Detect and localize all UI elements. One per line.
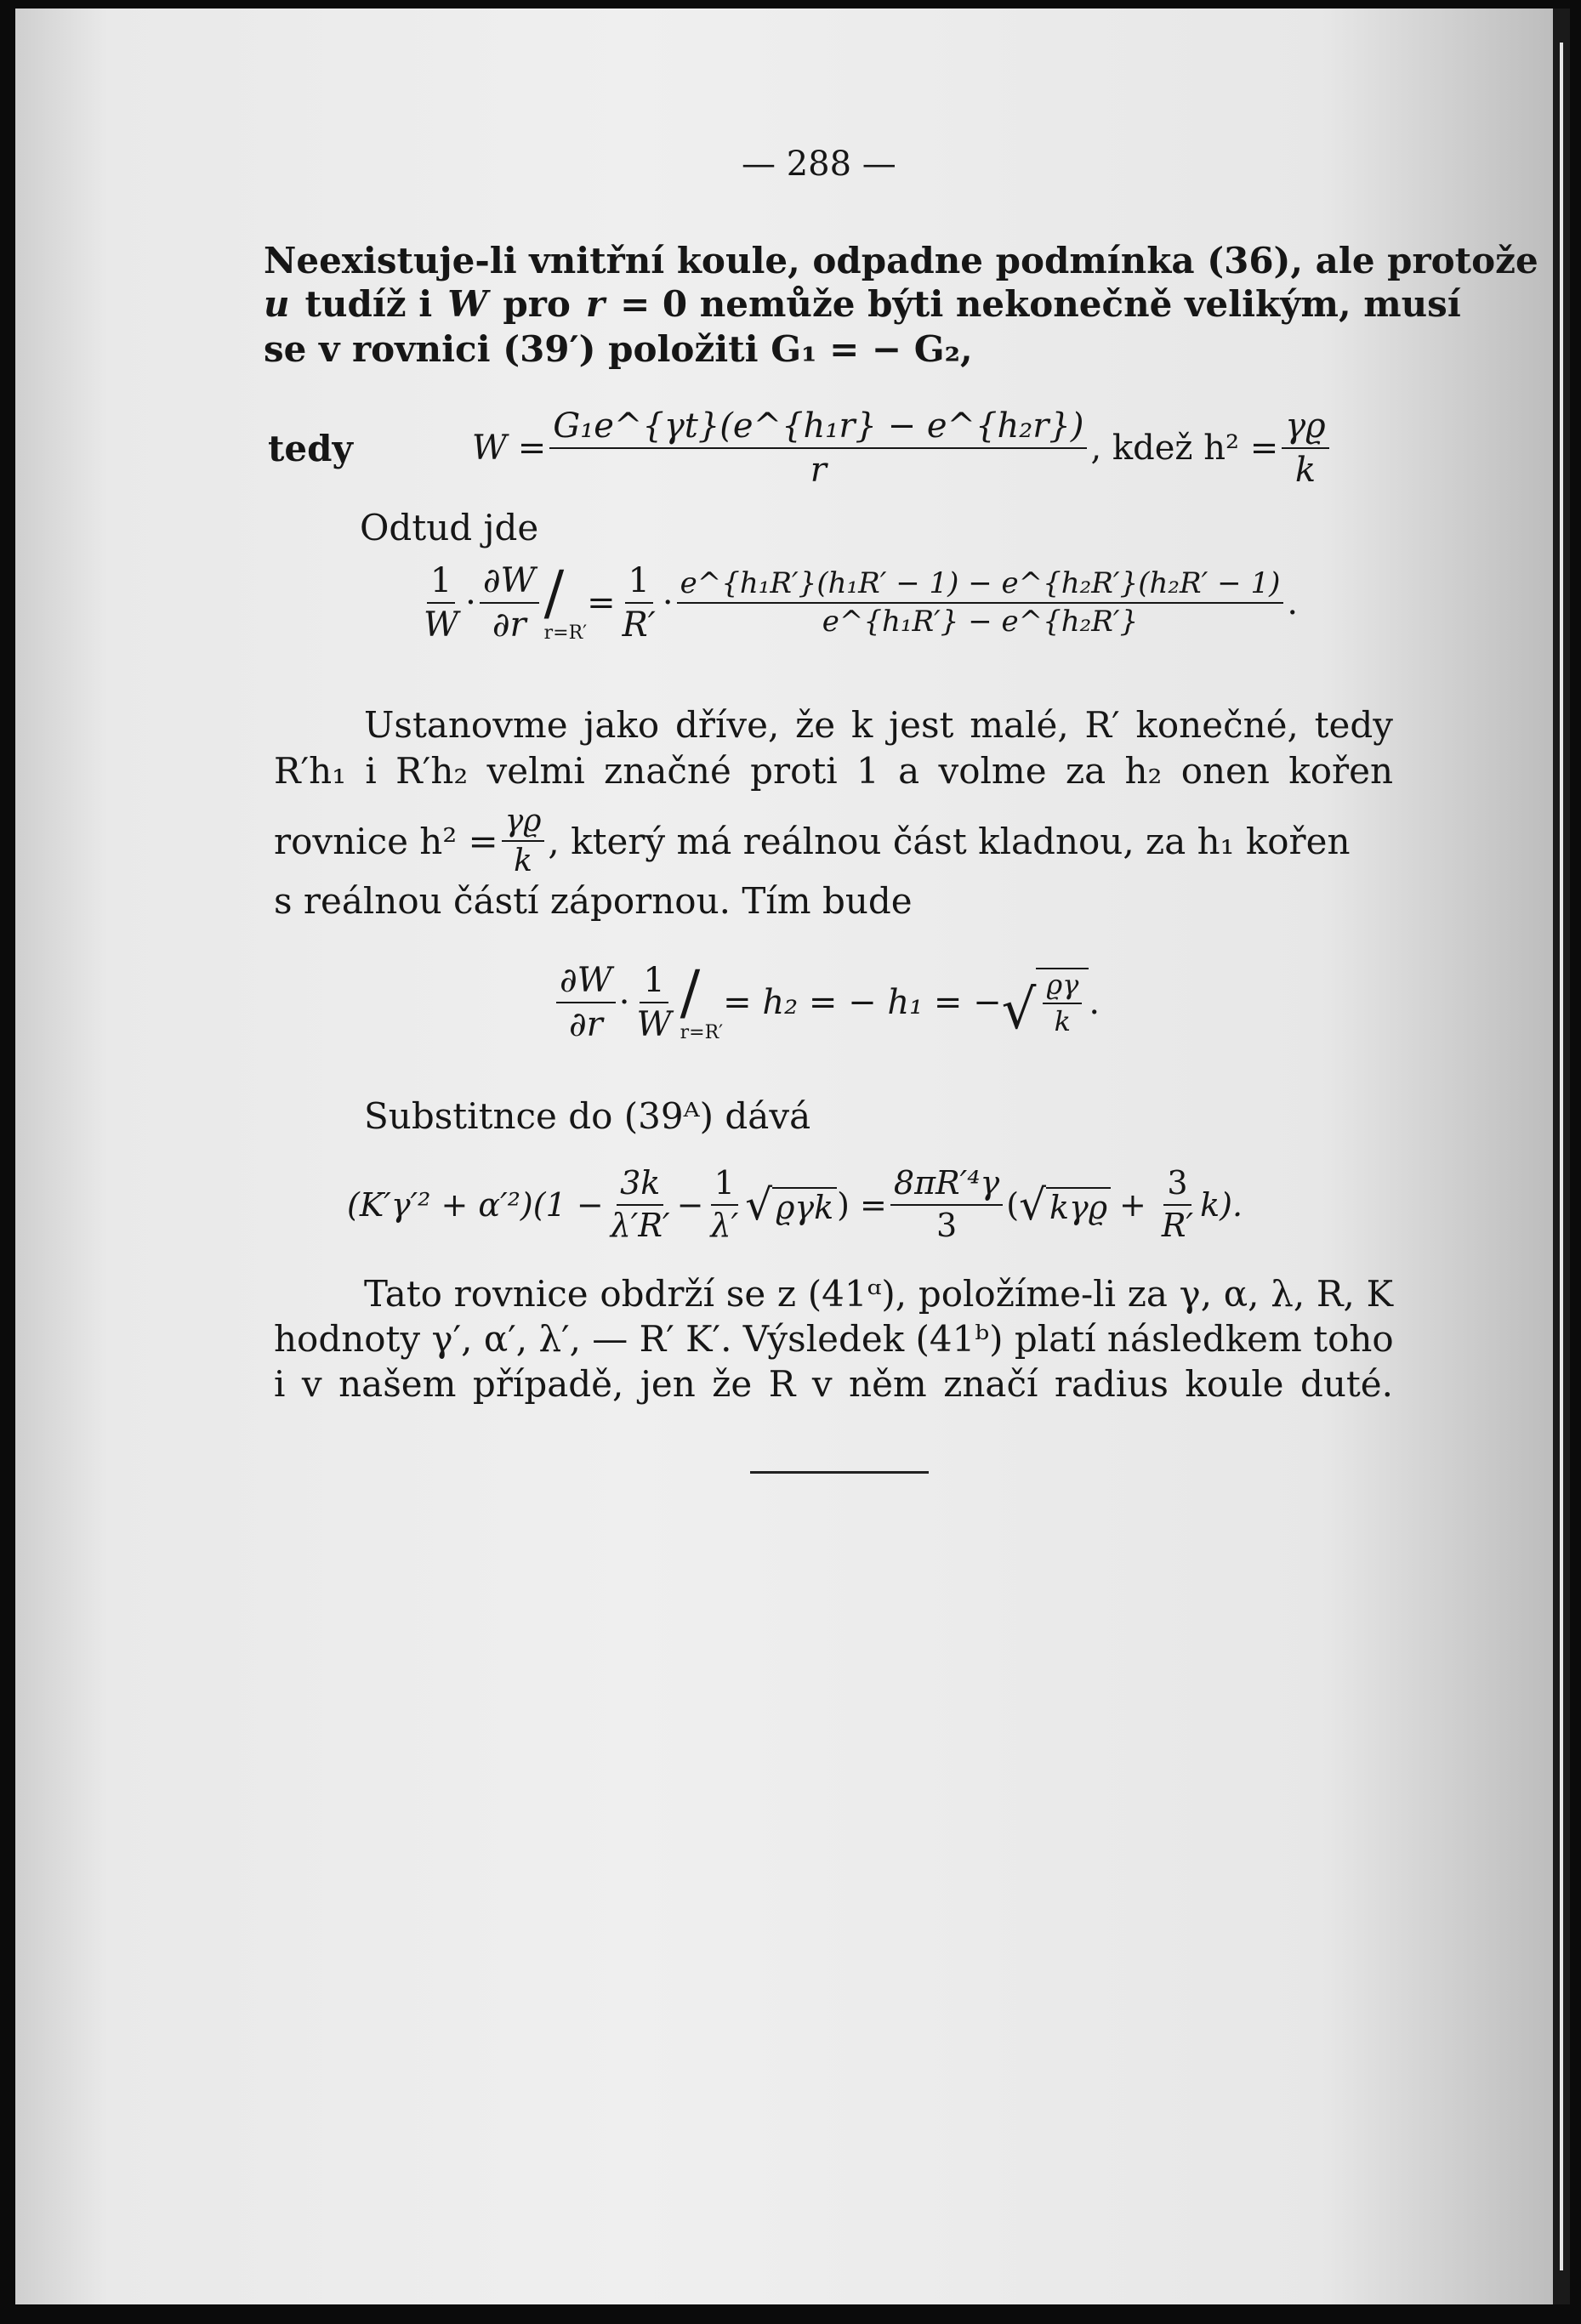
equation-derivative-W: $\frac{1}{W}$ · $\frac{\partial W}{\partial r}$ / r=R′ = $\frac{1}{R'}$ · $\frac{\text{e\textasciicircum{}\{h₁R′\}(h₁R′ − 1) − e\textasciicircum{}\{h₂R′\}(h₂R′ − 1)}}{\text{e\textasciicircum{}\{h₁R′\} − e\textasciicircum{}\{h₂R′\}}}$ . <box>417 561 1298 645</box>
eq3-sqrt: √ $\frac{ϱ\gamma}{k}$ <box>1002 968 1089 1037</box>
eq4-f3-den: 3 <box>936 1206 958 1244</box>
eq3-condition: r=R′ <box>680 1021 724 1043</box>
eq2-evaluation-bar: / r=R′ <box>543 557 588 644</box>
para1-line2 <box>264 283 1461 325</box>
para1-W: W <box>447 283 488 325</box>
eq4-sqrt2-arg: kγϱ <box>1046 1187 1111 1226</box>
para1-rest: = 0 nemůže býti nekonečně velikým, musí <box>620 283 1461 325</box>
eq4-f1-num: 3k <box>617 1165 663 1206</box>
eq1-h-denominator: k <box>1294 451 1317 490</box>
end-rule <box>750 1471 929 1474</box>
eq3-f2-num: 1 <box>640 961 668 1003</box>
page-number: — 288 — <box>742 145 896 184</box>
para3-line1: Tato rovnice obdrží se z (41ᵅ), položíme-li za γ, α, λ, R, K <box>364 1273 1393 1315</box>
para2-line3-a: rovnice h² = <box>274 820 498 862</box>
eq3-f1-num: ∂W <box>556 961 616 1003</box>
eq4-d: + <box>1119 1185 1146 1224</box>
eq3-f2 <box>634 961 675 1044</box>
para2-line2: R′h₁ i R′h₂ velmi značné proti 1 a volme za h₂ onen kořen <box>274 750 1393 792</box>
para2-fraction <box>502 804 545 879</box>
eq3-evaluation-bar: / r=R′ <box>680 957 724 1043</box>
eq1-lhs: W = <box>471 429 547 468</box>
para2-frac-num: γϱ <box>502 804 545 842</box>
eq2-f1-den: W <box>424 605 459 645</box>
eq4-sqrt1-arg: ϱγk <box>772 1187 837 1226</box>
eq2-f3-num: 1 <box>625 561 653 604</box>
eq1-numerator: G₁e^{γt}(e^{h₁r} − e^{h₂r}) <box>549 406 1087 449</box>
eq1-lead: tedy <box>268 427 353 469</box>
eq4-sqrt1: √ ϱγk <box>745 1184 837 1226</box>
eq4-f3-num: 8πR′⁴γ <box>890 1165 1003 1206</box>
para1-line3: se v rovnici (39′) položiti G₁ = − G₂, <box>264 328 973 370</box>
para2-line4: s reálnou částí zápornou. Tím bude <box>274 880 913 922</box>
eq4-f3 <box>890 1165 1003 1244</box>
eq2-f4-den: e^{h₁R′} − e^{h₂R′} <box>822 605 1139 639</box>
book-spine-edge <box>1553 9 1570 2304</box>
eq1-where: , kdež h² = <box>1090 429 1279 468</box>
eq2-f2 <box>480 561 539 645</box>
para3-line3: i v našem případě, jen že R v něm značí radius koule duté. <box>274 1363 1393 1405</box>
eq4-f2 <box>707 1165 742 1244</box>
para1-u: u <box>264 283 290 325</box>
eq4-f2-num: 1 <box>711 1165 738 1206</box>
eq4-a: (K′γ′² + α′²)(1 − <box>347 1185 604 1224</box>
eq4-f4-num: 3 <box>1163 1165 1191 1206</box>
eq2-f4 <box>677 567 1284 639</box>
eq2-f2-den: ∂r <box>492 605 526 645</box>
eq2-f4-num: e^{h₁R′}(h₁R′ − 1) − e^{h₂R′}(h₂R′ − 1) <box>677 567 1284 604</box>
eq4-f1-den: λ′R′ <box>610 1206 670 1244</box>
eq2-f3 <box>619 561 659 645</box>
eq4-f4-den: R′ <box>1161 1206 1194 1244</box>
eq3-rest: = h₂ = − h₁ = − <box>723 983 1002 1022</box>
para2-frac-den: k <box>514 844 532 879</box>
eq2-f1 <box>420 561 462 645</box>
eq2-condition: r=R′ <box>543 622 588 644</box>
eq4-c: ) = <box>837 1185 887 1224</box>
eq4-sqrt2: √ kγϱ <box>1019 1184 1111 1226</box>
eq2-f1-num: 1 <box>427 561 455 604</box>
para2-line3-b: , který má reálnou část kladnou, za h₁ kořen <box>548 820 1351 862</box>
equation-W <box>268 406 1333 490</box>
eq1-denominator: r <box>810 451 827 490</box>
eq3-f1 <box>556 961 616 1044</box>
eq4-e: k). <box>1200 1185 1243 1224</box>
para1-r: r <box>585 283 606 325</box>
para3-line2: hodnoty γ′, α′, λ′, — R′ K′. Výsledek (41ᵇ) platí následkem toho <box>274 1318 1394 1360</box>
eq3-sqrt-num: ϱγ <box>1043 969 1082 1004</box>
eq4-f4 <box>1158 1165 1197 1244</box>
equation-boundary: $\frac{\partial W}{\partial r}$ · $\frac{1}{W}$ / r=R′ = h₂ = − h₁ = − √ $\frac{ϱ\gamma}{k}$ . <box>553 961 1100 1044</box>
eq2-f3-den: R′ <box>622 605 656 645</box>
odtud-label: Odtud jde <box>360 507 539 548</box>
para1-tudiz: tudíž i <box>304 283 433 325</box>
eq3-f2-den: W <box>636 1005 672 1044</box>
eq4-f1 <box>607 1165 674 1244</box>
equation-substitution: (K′γ′² + α′²)(1 − $\frac{3k}{\lambda'R'}$ − $\frac{1}{\lambda'}$ √ ϱγk ) = $\frac{\text{8πR′⁴γ}}{3}$ ( √ kγϱ + $\frac{3}{R'}$ k). <box>347 1164 1243 1244</box>
para1-pro: pro <box>503 283 571 325</box>
eq3-sqrt-den: k <box>1054 1005 1072 1037</box>
substitution-label: Substitnce do (39ᴬ) dává <box>364 1095 811 1137</box>
eq3-f1-den: ∂r <box>568 1005 603 1044</box>
para2-line3 <box>274 804 1351 879</box>
eq2-f2-num: ∂W <box>480 561 539 604</box>
eq1-fraction <box>549 406 1087 490</box>
para2-line1: Ustanovme jako dříve, že k jest malé, R′ konečné, tedy <box>364 704 1393 746</box>
para1-line1: Neexistuje-li vnitřní koule, odpadne podmínka (36), ale protože <box>264 240 1538 281</box>
eq4-b: − <box>676 1185 704 1224</box>
eq4-f2-den: λ′ <box>710 1206 739 1244</box>
eq1-h-numerator: γϱ <box>1282 406 1328 449</box>
eq1-h-fraction <box>1282 406 1328 490</box>
